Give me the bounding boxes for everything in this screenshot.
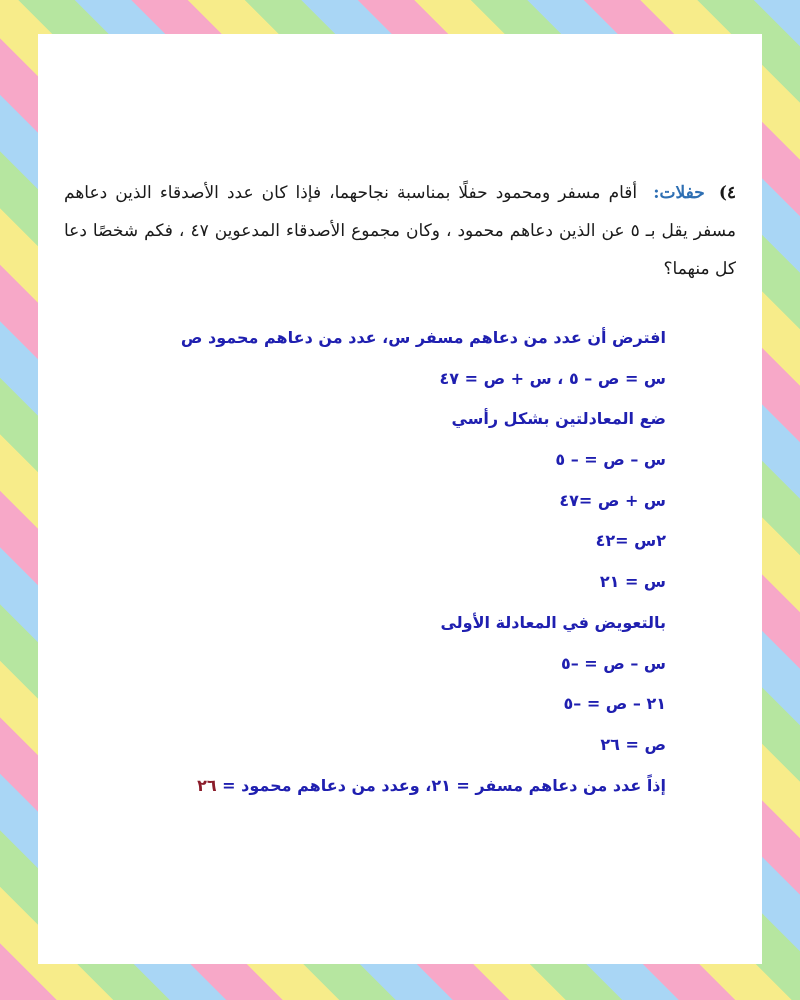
solution-line-y-value: ص = ٢٦ [600,734,666,754]
final-answer-text: إذاً عدد من دعاهم مسفر = ٢١، وعدد من دعاهم محمود = [216,775,666,795]
solution-line-equations: س = ص – ٥ ، س + ص = ٤٧ [439,368,666,388]
problem-statement [64,174,736,288]
solution-line-substituted: ٢١ – ص = –٥ [563,694,666,714]
solution-line-assumption: افترض أن عدد من دعاهم مسفر س، عدد من دعاهم محمود ص [180,328,666,347]
solution-final-answer [66,766,666,807]
worksheet-page [38,34,762,964]
solution-line-substitution: بالتعويض في المعادلة الأولى [440,612,666,632]
solution-block [66,318,666,806]
solution-line-sum: ٢س =٤٢ [595,531,666,551]
solution-line-eq2: س + ص =٤٧ [559,490,666,510]
problem-tag: حفلات: [653,183,705,203]
final-answer-value: ٢٦ [197,775,217,795]
solution-line-eq1-again: س – ص = –٥ [560,653,666,673]
problem-number: ٤) [718,183,737,203]
problem-text: أقام مسفر ومحمود حفلًا بمناسبة نجاحهما، فإذا كان عدد الأصدقاء الذين دعاهم مسفر يقل بـ ٥ عن الذين دعاهم محمود ، وكان مجموع الأصدقاء المدعوين ٤٧ ، فكم شخصًا دعا كل منهما؟ [64,183,736,279]
solution-line-eq1: س – ص = – ٥ [555,450,666,470]
solution-line-x-value: س = ٢١ [599,572,666,592]
solution-line-instruction: ضع المعادلتين بشكل رأسي [451,409,666,429]
